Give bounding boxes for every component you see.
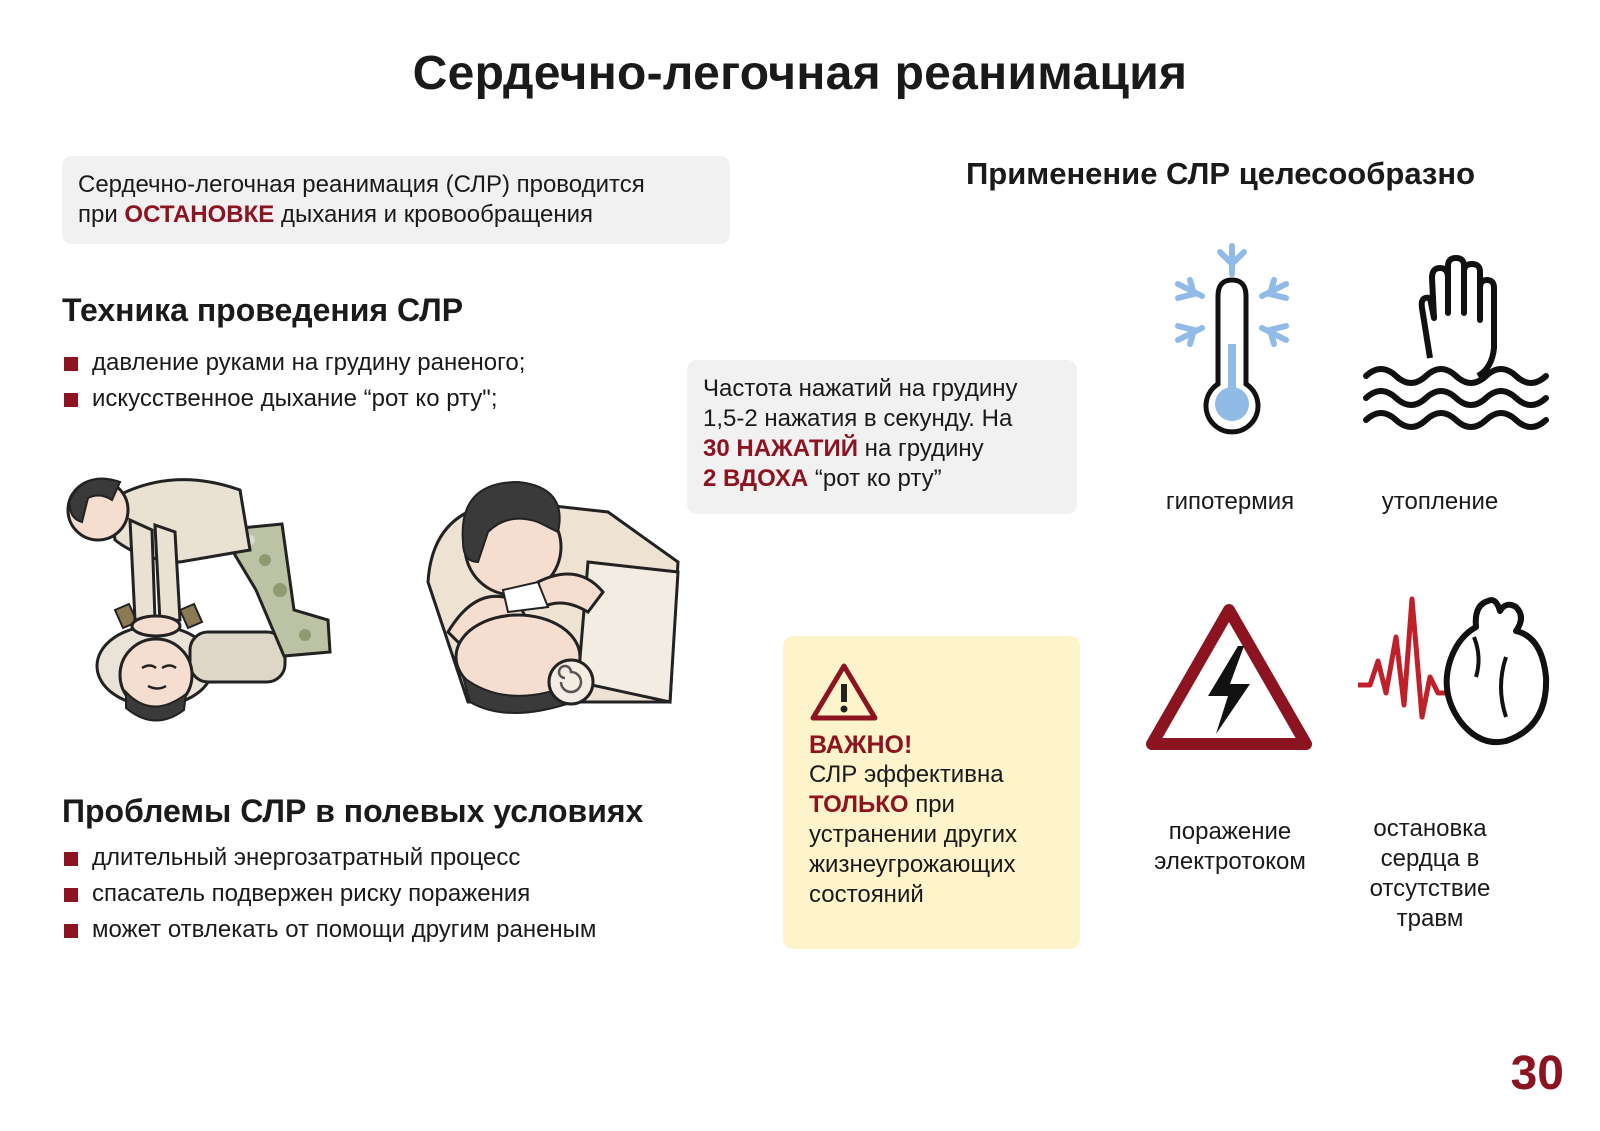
- electric-shock-label: [1120, 817, 1340, 877]
- electric-hazard-icon: [1146, 604, 1312, 750]
- frequency-line-1: Частота нажатий на грудину: [703, 375, 1018, 402]
- list-item: [62, 876, 596, 912]
- breaths-count: 2 ВДОХА: [703, 465, 809, 492]
- frequency-text: на грудину: [858, 435, 984, 462]
- intro-line-2: [78, 200, 714, 230]
- intro-box: [62, 156, 730, 244]
- list-item-text: может отвлекать от помощи другим раненым: [92, 916, 597, 943]
- warning-line-4: жизнеугрожающих: [809, 851, 1016, 878]
- list-item: [62, 912, 596, 948]
- technique-list: [62, 345, 525, 417]
- heart-pulse-icon: [1356, 597, 1550, 747]
- bullet-square-icon: [64, 888, 78, 902]
- technique-heading: Техника проведения СЛР: [62, 292, 464, 328]
- intro-emphasis: ОСТАНОВКЕ: [124, 201, 275, 228]
- bullet-square-icon: [64, 852, 78, 866]
- warning-line-1: СЛР эффективна: [809, 761, 1004, 788]
- bullet-square-icon: [64, 357, 78, 371]
- chest-compression-illustration: [60, 470, 350, 740]
- list-item: [62, 345, 525, 381]
- drowning-label: утопление: [1381, 488, 1499, 515]
- intro-text: при: [78, 201, 125, 228]
- label-line: травм: [1396, 905, 1464, 932]
- list-item-text: давление руками на грудину раненого;: [92, 349, 526, 376]
- list-item-text: искусственное дыхание “рот ко рту";: [92, 385, 498, 412]
- frequency-line-4: [703, 464, 1061, 494]
- compressions-count: 30 НАЖАТИЙ: [703, 435, 859, 462]
- page-title: Сердечно-легочная реанимация: [412, 47, 1188, 100]
- label-line: электротоком: [1154, 848, 1306, 875]
- list-item-text: длительный энергозатратный процесс: [92, 844, 521, 871]
- warning-line-5: состояний: [809, 881, 924, 908]
- intro-line-1: Сердечно-легочная реанимация (СЛР) проводится: [78, 171, 645, 198]
- label-line: поражение: [1168, 818, 1292, 845]
- warning-title: ВАЖНО!: [809, 731, 913, 759]
- bullet-square-icon: [64, 924, 78, 938]
- hypothermia-label: гипотермия: [1165, 488, 1295, 515]
- thermometer-snowflake-icon: [1172, 244, 1292, 434]
- list-item-text: спасатель подвержен риску поражения: [92, 880, 531, 907]
- warning-emphasis: ТОЛЬКО: [809, 791, 909, 818]
- compression-frequency-box: [687, 360, 1077, 514]
- frequency-line-3: [703, 434, 1061, 464]
- page-number: 30: [1510, 1047, 1564, 1100]
- label-line: сердца в: [1380, 845, 1480, 872]
- warning-line-3: устранении других: [809, 821, 1017, 848]
- warning-triangle-icon: [809, 662, 879, 722]
- label-line: остановка: [1373, 815, 1487, 842]
- label-line: отсутствие: [1369, 875, 1491, 902]
- warning-text: при: [908, 791, 955, 818]
- cardiac-arrest-label: [1330, 814, 1530, 934]
- indications-heading: Применение СЛР целесообразно: [966, 156, 1476, 191]
- frequency-line-2: 1,5-2 нажатия в секунду. На: [703, 405, 1013, 432]
- problems-list: [62, 840, 596, 948]
- list-item: [62, 840, 596, 876]
- warning-line-2: [809, 790, 1054, 820]
- frequency-text: “рот ко рту”: [808, 465, 942, 492]
- drowning-hand-icon: [1360, 258, 1550, 428]
- list-item: [62, 381, 525, 417]
- important-warning-box: [783, 636, 1080, 949]
- problems-heading: Проблемы СЛР в полевых условиях: [62, 793, 644, 829]
- mouth-to-mouth-illustration: [408, 462, 688, 722]
- bullet-square-icon: [64, 393, 78, 407]
- intro-text-end: дыхания и кровообращения: [274, 201, 593, 228]
